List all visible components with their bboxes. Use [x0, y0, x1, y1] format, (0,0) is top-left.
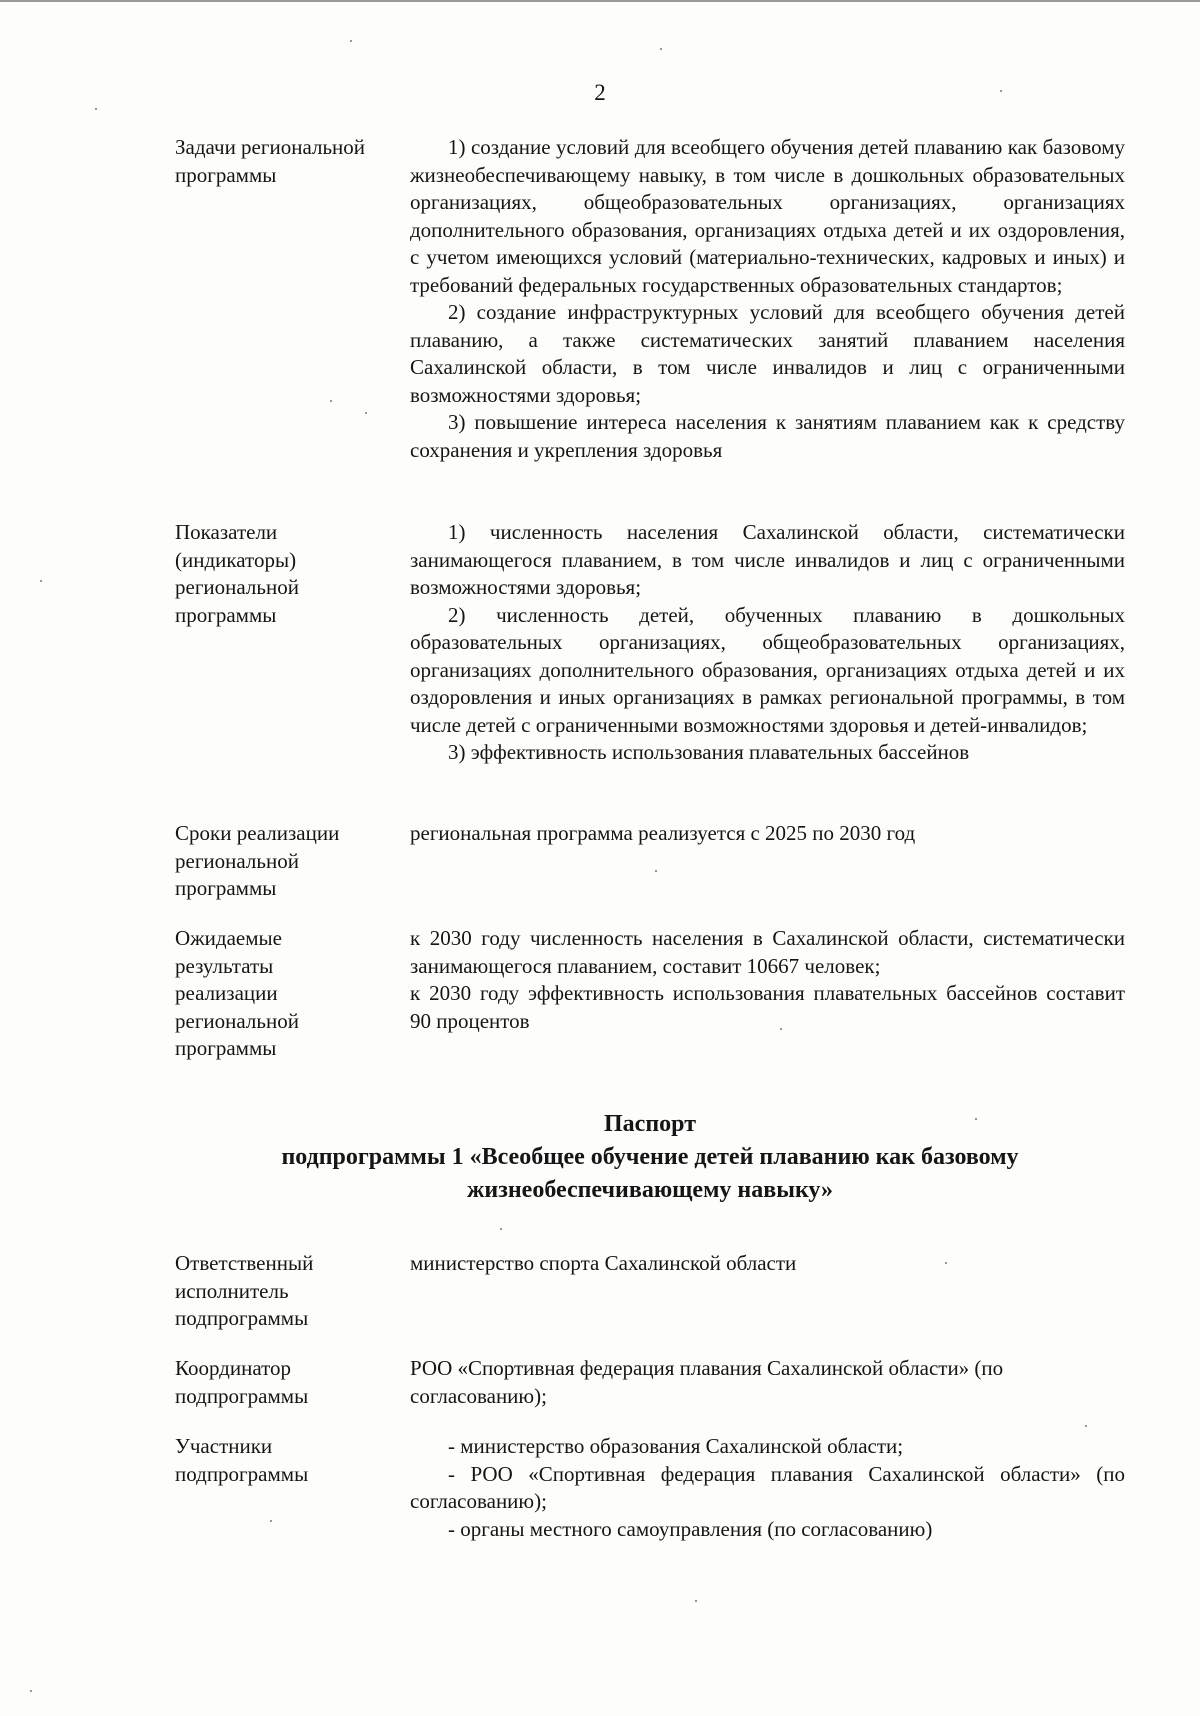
program-tasks-label: Задачи региональной программы [175, 135, 366, 187]
program-timeframe-section [175, 820, 1125, 903]
scan-speck [780, 1028, 782, 1030]
scan-top-edge [0, 0, 1200, 2]
program-indicators-content [410, 519, 1125, 767]
subprogram-passport-heading [175, 1108, 1125, 1207]
program-timeframe-content [410, 820, 1125, 848]
program-results-content [410, 925, 1125, 1035]
task-item-3: 3) повышение интереса населения к занятиям плаванием как к средству сохранения и укрепления здоровья [410, 410, 1125, 462]
result-item-1: к 2030 году численность населения в Сахалинской области, систематически занимающегося плаванием, составит 10667 человек; [410, 926, 1125, 978]
scan-speck [1085, 1425, 1087, 1427]
scan-speck [95, 108, 97, 110]
subprogram-participants-section [175, 1433, 1125, 1543]
indicator-item-2: 2) численность детей, обученных плаванию в дошкольных образовательных организациях, общеобразовательных организациях, организациях дополнительного образования, организациях отдыха детей и их оздоровления и иных организациях в рамках региональной программы, в том числе детей с ограниченными возможностями здоровья и детей-инвалидов; [410, 602, 1125, 737]
passport-subtitle-line-1: подпрограммы 1 «Всеобщее обучение детей плаванию как базовому [281, 1144, 1019, 1170]
scan-speck [365, 412, 367, 414]
timeframe-text: региональная программа реализуется с 2025 по 2030 год [410, 821, 916, 845]
scan-speck [500, 1228, 502, 1230]
scan-speck [945, 1262, 947, 1264]
scan-speck [975, 1118, 977, 1120]
program-tasks-section [175, 134, 1125, 464]
subprogram-executor-section [175, 1250, 1125, 1333]
scan-speck [270, 1520, 272, 1522]
scan-speck [655, 870, 657, 872]
passport-title: Паспорт [604, 1111, 696, 1137]
subprogram-executor-content [410, 1250, 1125, 1278]
scan-speck [330, 400, 332, 402]
subprogram-coordinator-content [410, 1355, 1125, 1410]
scan-speck [695, 1600, 697, 1602]
subprogram-coordinator-label: Координатор подпрограммы [175, 1356, 309, 1408]
executor-text: министерство спорта Сахалинской области [410, 1251, 797, 1275]
scan-speck [30, 1690, 32, 1692]
subprogram-participants-content [410, 1433, 1125, 1543]
participant-item-2: - РОО «Спортивная федерация плавания Сахалинской области» (по согласованию); [410, 1461, 1125, 1513]
program-results-section [175, 925, 1125, 1063]
scan-speck [350, 40, 352, 42]
result-item-2: к 2030 году эффективность использования плавательных бассейнов составит 90 процентов [410, 981, 1125, 1033]
program-indicators-label: Показатели (индикаторы) региональной программы [175, 520, 299, 627]
subprogram-participants-label: Участники подпрограммы [175, 1434, 309, 1486]
scan-speck [660, 48, 662, 50]
indicator-item-3: 3) эффективность использования плавательных бассейнов [448, 740, 970, 764]
program-tasks-content [410, 134, 1125, 464]
page-number: 2 [594, 80, 606, 105]
participant-item-3: - органы местного самоуправления (по согласованию) [448, 1516, 933, 1541]
scan-speck [40, 580, 42, 582]
coordinator-text: РОО «Спортивная федерация плавания Сахалинской области» (по согласованию); [410, 1356, 1004, 1408]
indicator-item-1: 1) численность населения Сахалинской области, систематически занимающегося плаванием, в том числе инвалидов и лиц с ограниченными возможностями здоровья; [410, 520, 1125, 599]
task-item-2: 2) создание инфраструктурных условий для всеобщего обучения детей плаванию, а также систематических занятий плаванием населения Сахалинской области, в том числе инвалидов и лиц с ограниченными возможностями здоровья; [410, 300, 1125, 407]
participant-item-1: - министерство образования Сахалинской области; [448, 1434, 904, 1458]
task-item-1: 1) создание условий для всеобщего обучения детей плаванию как базовому жизнеобеспечивающему навыку, в том числе в дошкольных образовательных организациях, общеобразовательных организациях, организациях дополнительного образования, организациях отдыха детей и их оздоровления, с учетом имеющихся условий (материально-технических, кадровых и иных) и требований федеральных государственных образовательных стандартов; [410, 135, 1125, 297]
scan-speck [1000, 90, 1002, 92]
subprogram-executor-label: Ответственный исполнитель подпрограммы [175, 1251, 314, 1330]
program-indicators-section [175, 519, 1125, 767]
program-timeframe-label: Сроки реализации региональной программы [175, 821, 340, 900]
passport-subtitle-line-2: жизнеобеспечивающему навыку» [466, 1177, 834, 1203]
program-results-label: Ожидаемые результаты реализации региональной программы [175, 926, 299, 1060]
subprogram-coordinator-section [175, 1355, 1125, 1410]
